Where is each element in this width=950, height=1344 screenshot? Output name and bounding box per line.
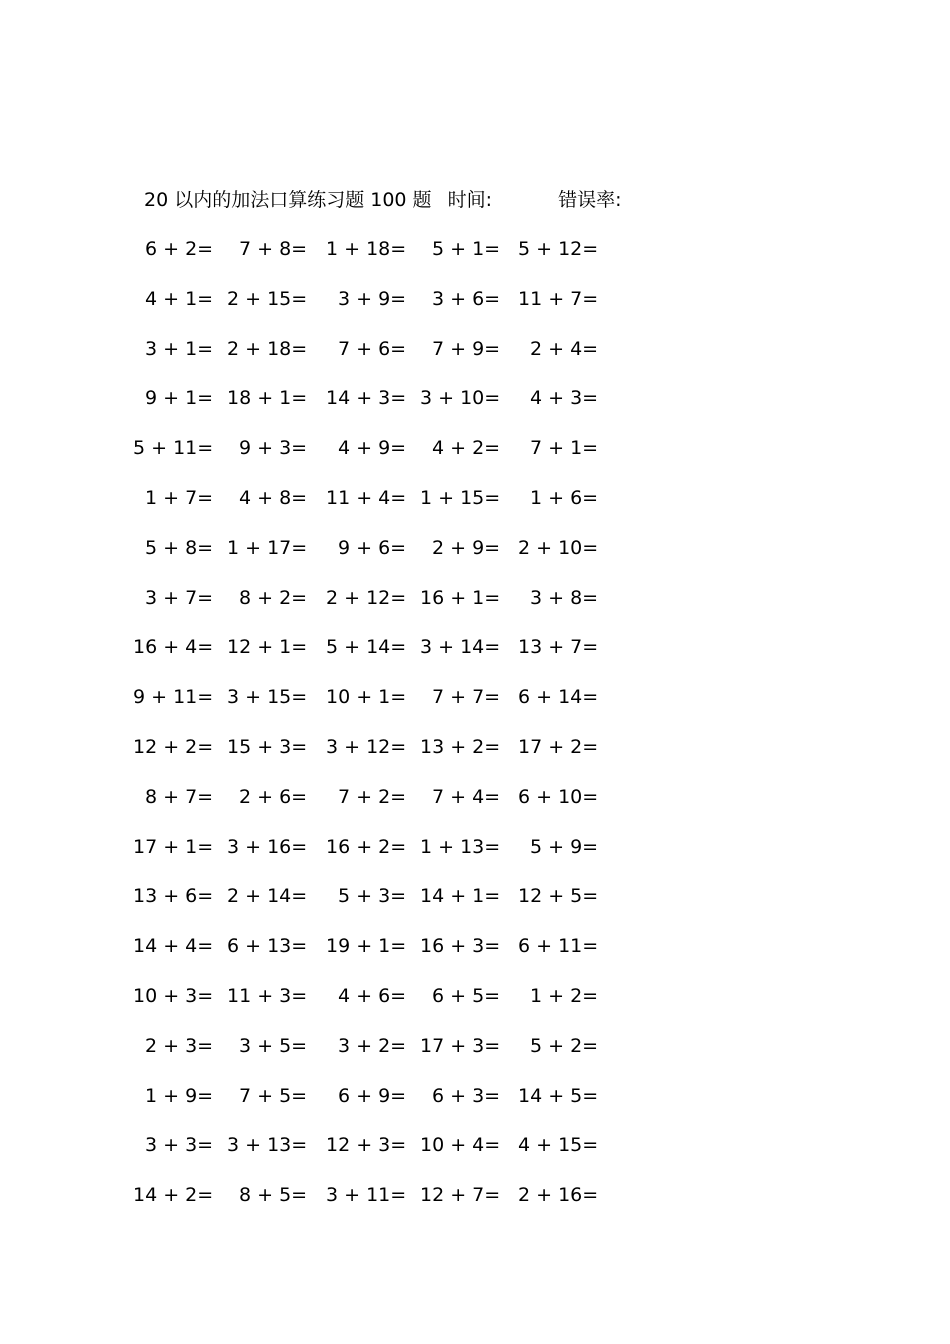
error-rate-label: 错误率:: [558, 189, 622, 211]
problem-item: 7 + 1=: [530, 437, 599, 459]
problem-item: 12 + 3=: [326, 1134, 407, 1156]
problem-item: 3 + 3=: [145, 1134, 214, 1156]
problem-item: 5 + 12=: [518, 238, 599, 260]
problem-item: 1 + 6=: [530, 487, 599, 509]
problem-item: 17 + 3=: [420, 1035, 501, 1057]
problem-item: 19 + 1=: [326, 935, 407, 957]
problem-item: 16 + 3=: [420, 935, 501, 957]
problem-item: 13 + 6=: [133, 885, 214, 907]
problem-item: 2 + 6=: [239, 786, 308, 808]
problem-item: 1 + 15=: [420, 487, 501, 509]
problem-item: 7 + 8=: [239, 238, 308, 260]
problem-item: 8 + 2=: [239, 587, 308, 609]
problem-item: 5 + 9=: [530, 836, 599, 858]
problem-item: 16 + 1=: [420, 587, 501, 609]
problem-item: 14 + 1=: [420, 885, 501, 907]
problem-item: 5 + 8=: [145, 537, 214, 559]
problem-item: 18 + 1=: [227, 387, 308, 409]
problem-item: 5 + 1=: [432, 238, 501, 260]
problem-item: 6 + 2=: [145, 238, 214, 260]
problem-item: 17 + 1=: [133, 836, 214, 858]
time-label: 时间:: [447, 189, 493, 211]
problem-item: 11 + 4=: [326, 487, 407, 509]
problem-item: 2 + 14=: [227, 885, 308, 907]
problem-item: 2 + 15=: [227, 288, 308, 310]
problem-item: 14 + 5=: [518, 1085, 599, 1107]
problem-item: 6 + 14=: [518, 686, 599, 708]
problem-item: 15 + 3=: [227, 736, 308, 758]
problem-item: 10 + 3=: [133, 985, 214, 1007]
problem-item: 10 + 1=: [326, 686, 407, 708]
problem-item: 3 + 8=: [530, 587, 599, 609]
problem-item: 12 + 7=: [420, 1184, 501, 1206]
problem-item: 14 + 3=: [326, 387, 407, 409]
problem-item: 4 + 2=: [432, 437, 501, 459]
problem-item: 1 + 18=: [326, 238, 407, 260]
problem-item: 2 + 10=: [518, 537, 599, 559]
problem-item: 2 + 9=: [432, 537, 501, 559]
problem-item: 7 + 4=: [432, 786, 501, 808]
worksheet-title: 20 以内的加法口算练习题 100 题: [144, 189, 432, 211]
problem-item: 6 + 5=: [432, 985, 501, 1007]
problem-item: 1 + 7=: [145, 487, 214, 509]
problem-item: 1 + 9=: [145, 1085, 214, 1107]
problem-item: 4 + 15=: [518, 1134, 599, 1156]
problem-item: 9 + 1=: [145, 387, 214, 409]
problem-item: 13 + 2=: [420, 736, 501, 758]
problem-item: 7 + 9=: [432, 338, 501, 360]
problem-item: 6 + 9=: [338, 1085, 407, 1107]
problem-item: 3 + 9=: [338, 288, 407, 310]
problem-item: 6 + 10=: [518, 786, 599, 808]
problem-item: 8 + 5=: [239, 1184, 308, 1206]
problem-item: 3 + 2=: [338, 1035, 407, 1057]
problem-item: 4 + 8=: [239, 487, 308, 509]
problem-item: 3 + 15=: [227, 686, 308, 708]
problem-item: 3 + 12=: [326, 736, 407, 758]
problem-item: 5 + 2=: [530, 1035, 599, 1057]
problem-item: 7 + 2=: [338, 786, 407, 808]
problem-item: 3 + 10=: [420, 387, 501, 409]
problem-item: 3 + 5=: [239, 1035, 308, 1057]
problem-item: 2 + 4=: [530, 338, 599, 360]
problem-item: 2 + 3=: [145, 1035, 214, 1057]
problem-item: 4 + 3=: [530, 387, 599, 409]
problem-item: 11 + 3=: [227, 985, 308, 1007]
problem-item: 7 + 5=: [239, 1085, 308, 1107]
problem-item: 6 + 11=: [518, 935, 599, 957]
problem-item: 2 + 16=: [518, 1184, 599, 1206]
problem-item: 6 + 13=: [227, 935, 308, 957]
problem-item: 13 + 7=: [518, 636, 599, 658]
problem-item: 7 + 6=: [338, 338, 407, 360]
problem-item: 1 + 2=: [530, 985, 599, 1007]
problem-item: 9 + 11=: [133, 686, 214, 708]
problem-item: 6 + 3=: [432, 1085, 501, 1107]
problem-item: 2 + 18=: [227, 338, 308, 360]
problem-item: 3 + 14=: [420, 636, 501, 658]
problem-item: 3 + 6=: [432, 288, 501, 310]
problem-item: 4 + 1=: [145, 288, 214, 310]
problem-item: 2 + 12=: [326, 587, 407, 609]
problem-item: 3 + 1=: [145, 338, 214, 360]
problem-item: 12 + 1=: [227, 636, 308, 658]
problem-item: 16 + 4=: [133, 636, 214, 658]
problem-item: 17 + 2=: [518, 736, 599, 758]
problem-item: 7 + 7=: [432, 686, 501, 708]
problem-item: 9 + 6=: [338, 537, 407, 559]
problem-item: 12 + 2=: [133, 736, 214, 758]
problem-item: 1 + 17=: [227, 537, 308, 559]
problem-item: 3 + 13=: [227, 1134, 308, 1156]
problem-item: 1 + 13=: [420, 836, 501, 858]
problem-item: 3 + 11=: [326, 1184, 407, 1206]
problem-item: 5 + 14=: [326, 636, 407, 658]
problem-item: 4 + 6=: [338, 985, 407, 1007]
problem-item: 3 + 7=: [145, 587, 214, 609]
problem-item: 11 + 7=: [518, 288, 599, 310]
problem-item: 4 + 9=: [338, 437, 407, 459]
problem-item: 8 + 7=: [145, 786, 214, 808]
problem-item: 10 + 4=: [420, 1134, 501, 1156]
problem-item: 5 + 11=: [133, 437, 214, 459]
problem-item: 9 + 3=: [239, 437, 308, 459]
problem-item: 14 + 2=: [133, 1184, 214, 1206]
problem-item: 3 + 16=: [227, 836, 308, 858]
problem-item: 12 + 5=: [518, 885, 599, 907]
problem-item: 14 + 4=: [133, 935, 214, 957]
problem-item: 5 + 3=: [338, 885, 407, 907]
problem-item: 16 + 2=: [326, 836, 407, 858]
